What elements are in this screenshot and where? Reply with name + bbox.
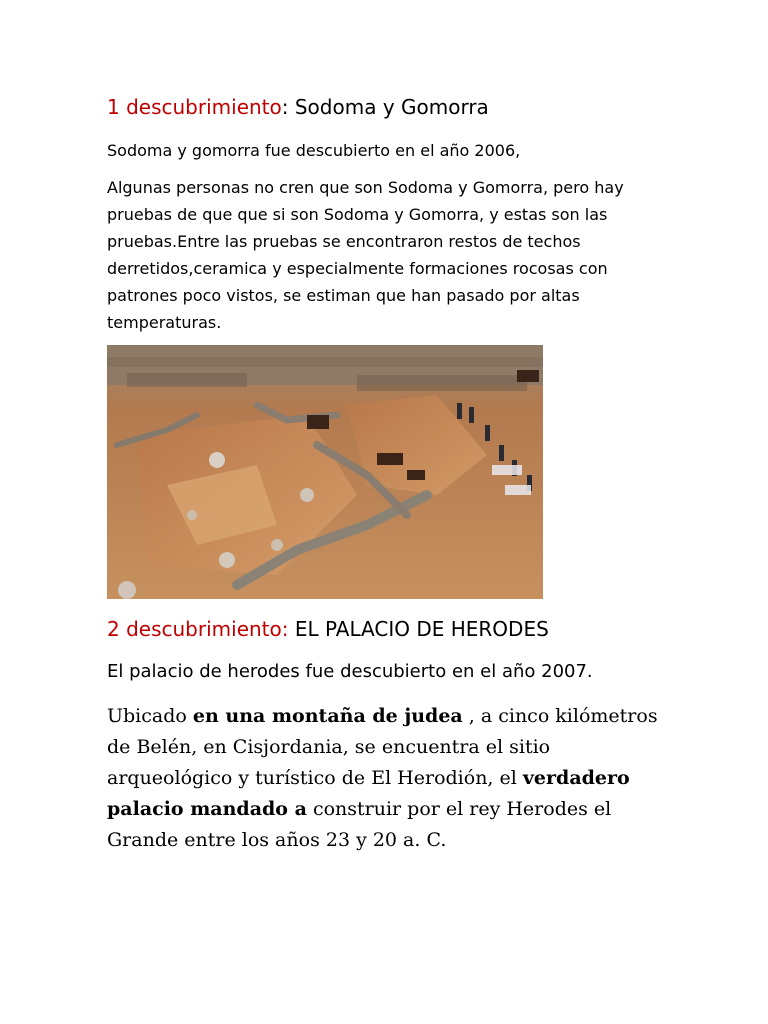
section1-heading-sep: : [281, 95, 289, 119]
section2-paragraph [107, 701, 667, 856]
section1-heading-number: 1 descubrimiento [107, 95, 282, 119]
section2-paragraph-bold-1: en una montaña de judea [192, 705, 463, 727]
section2-paragraph-e: construir por el rey Herodes el Grande entre los años 23 y 20 a. C. [107, 798, 612, 851]
section1-heading [107, 93, 667, 121]
section1-paragraph: Algunas personas no cren que son Sodoma y Gomorra, pero hay pruebas de que que si son Sodoma y Gomorra, y estas son las pruebas.Entre las pruebas se encontraron restos de techos derretidos,ceramica y especialmente formaciones rocosas con patrones poco vistos, se estiman que han pasado por altas temperaturas. [107, 178, 624, 332]
document-content [107, 93, 667, 856]
section1-date-line: Sodoma y gomorra fue descubierto en el año 2006, [107, 141, 521, 160]
section2-heading [107, 615, 667, 643]
section2-heading-title: EL PALACIO DE HERODES [288, 617, 549, 641]
section2-paragraph-c: , a cinco kilómetros de Belén, en Cisjordania, se encuentra el sitio arqueológico y turístico de El Herodión, el [107, 705, 658, 789]
section2-heading-number: 2 descubrimiento: [107, 617, 289, 641]
excavation-photo [107, 345, 543, 599]
section2-paragraph-a: Ubicado [107, 705, 193, 727]
section2-date-line: El palacio de herodes fue descubierto en el año 2007. [107, 661, 593, 682]
section1-heading-title: Sodoma y Gomorra [288, 95, 489, 119]
section2-paragraph-bold-2: verdadero palacio mandado a [107, 767, 630, 820]
